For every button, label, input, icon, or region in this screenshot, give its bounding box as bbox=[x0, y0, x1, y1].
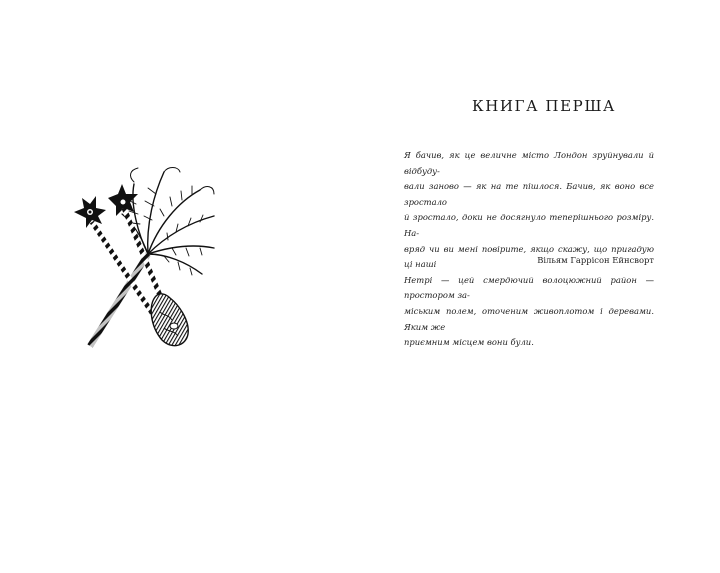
epigraph-line: міським полем, оточеним живоплотом і деревами. Яким же bbox=[404, 305, 654, 332]
epigraph-line: вряд чи ви мені повірите, якщо скажу, що пригадую ці наші bbox=[404, 243, 654, 270]
epigraph-line: вали заново — як на те пішлося. Бачив, як воно все зростало bbox=[404, 181, 654, 207]
epigraph-line: й зростало, доки не досягнуло теперішнього розміру. На- bbox=[404, 212, 654, 238]
epigraph-line: приємним місцем вони були. bbox=[404, 337, 534, 348]
right-page bbox=[360, 0, 720, 573]
epigraph-line: Я бачив, як це величне місто Лондон зруйнували й відбуду- bbox=[404, 150, 654, 176]
crossed-maces-and-palm-frond-icon bbox=[68, 164, 218, 350]
epigraph bbox=[404, 148, 654, 351]
part-title: КНИГА ПЕРША bbox=[471, 97, 617, 115]
epigraph-author: Вільям Гаррісон Ейнсворт bbox=[537, 255, 654, 265]
epigraph-line: Нетрі — цей смердючий волоцюжний район — простором за- bbox=[404, 274, 654, 301]
